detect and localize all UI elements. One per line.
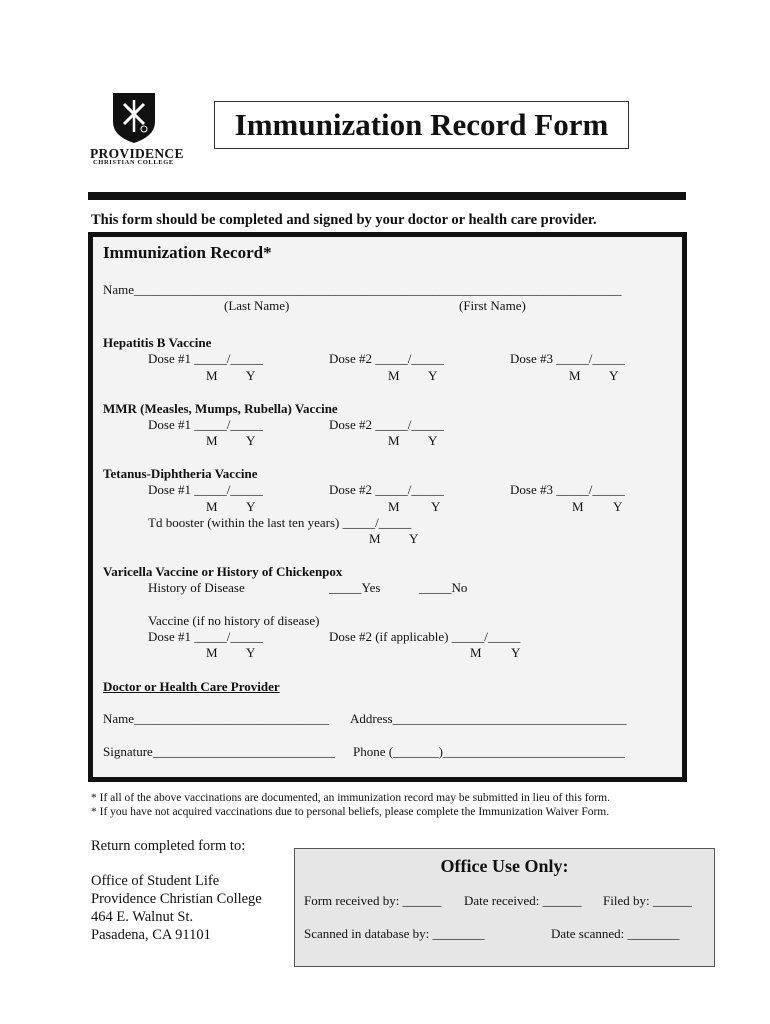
history-no-field[interactable]: _____No [419, 580, 468, 595]
month-caption: M [206, 645, 218, 660]
year-caption: Y [246, 433, 256, 448]
varicella-title: Varicella Vaccine or History of Chickenpox [103, 564, 343, 579]
varicella-dose1-field[interactable]: Dose #1 _____/_____ [148, 629, 263, 644]
footnote: * If you have not acquired vaccinations due to personal beliefs, please complete the Immunization Waiver Form. [91, 806, 610, 818]
provider-phone-field[interactable]: Phone (_______)____________________________ [353, 744, 625, 759]
hep-b-title: Hepatitis B Vaccine [103, 335, 212, 350]
last-name-caption: (Last Name) [224, 298, 290, 313]
month-caption: M [369, 531, 381, 546]
provider-title: Doctor or Health Care Provider [103, 679, 280, 694]
return-address-line: Pasadena, CA 91101 [91, 927, 211, 943]
student-name-field[interactable]: Name___________________________________________________________________________ [103, 282, 622, 297]
date-received-field[interactable]: Date received: ______ [464, 893, 582, 908]
td-dose1-field[interactable]: Dose #1 _____/_____ [148, 482, 263, 497]
scanned-by-field[interactable]: Scanned in database by: ________ [304, 926, 485, 941]
provider-address-field[interactable]: Address____________________________________ [350, 711, 627, 726]
month-caption: M [206, 499, 218, 514]
month-caption: M [470, 645, 482, 660]
hep-b-dose2-field[interactable]: Dose #2 _____/_____ [329, 351, 444, 366]
hep-b-dose1-field[interactable]: Dose #1 _____/_____ [148, 351, 263, 366]
month-caption: M [572, 499, 584, 514]
logo-name: PROVIDENCE [90, 146, 184, 161]
return-label: Return completed form to: [91, 838, 246, 854]
form-received-field[interactable]: Form received by: ______ [304, 893, 442, 908]
return-address-line: Office of Student Life [91, 873, 220, 889]
year-caption: Y [246, 368, 256, 383]
form-title: Immunization Record Form [234, 107, 609, 142]
month-caption: M [388, 499, 400, 514]
year-caption: Y [246, 645, 256, 660]
varicella-vaccine-label: Vaccine (if no history of disease) [148, 613, 320, 628]
filed-by-field[interactable]: Filed by: ______ [603, 893, 692, 908]
college-logo-shield [112, 92, 156, 149]
month-caption: M [388, 433, 400, 448]
provider-name-field[interactable]: Name______________________________ [103, 711, 330, 726]
mmr-dose1-field[interactable]: Dose #1 _____/_____ [148, 417, 263, 432]
year-caption: Y [609, 368, 619, 383]
footnote: * If all of the above vaccinations are documented, an immunization record may be submitted in lieu of this form. [91, 792, 610, 804]
return-address-line: Providence Christian College [91, 891, 262, 907]
date-scanned-field[interactable]: Date scanned: ________ [551, 926, 680, 941]
month-caption: M [569, 368, 581, 383]
month-caption: M [206, 368, 218, 383]
header-divider [88, 192, 686, 200]
year-caption: Y [428, 433, 438, 448]
mmr-title: MMR (Measles, Mumps, Rubella) Vaccine [103, 401, 338, 416]
year-caption: Y [428, 368, 438, 383]
first-name-caption: (First Name) [459, 298, 526, 313]
record-heading: Immunization Record* [103, 243, 272, 262]
hep-b-dose3-field[interactable]: Dose #3 _____/_____ [510, 351, 625, 366]
td-booster-field[interactable]: Td booster (within the last ten years) _____/_____ [148, 515, 412, 530]
logo-subtitle: CHRISTIAN COLLEGE [93, 159, 174, 166]
year-caption: Y [431, 499, 441, 514]
history-of-disease-label: History of Disease [148, 580, 245, 595]
instruction-text: This form should be completed and signed by your doctor or health care provider. [91, 212, 597, 228]
year-caption: Y [246, 499, 256, 514]
form-title-box [214, 101, 629, 149]
td-dose3-field[interactable]: Dose #3 _____/_____ [510, 482, 625, 497]
year-caption: Y [511, 645, 521, 660]
provider-signature-field[interactable]: Signature____________________________ [103, 744, 335, 759]
year-caption: Y [409, 531, 419, 546]
history-yes-field[interactable]: _____Yes [329, 580, 381, 595]
varicella-dose2-field[interactable]: Dose #2 (if applicable) _____/_____ [329, 629, 521, 644]
td-title: Tetanus-Diphtheria Vaccine [103, 466, 258, 481]
month-caption: M [206, 433, 218, 448]
mmr-dose2-field[interactable]: Dose #2 _____/_____ [329, 417, 444, 432]
year-caption: Y [613, 499, 623, 514]
month-caption: M [388, 368, 400, 383]
office-use-title: Office Use Only: [440, 856, 569, 876]
td-dose2-field[interactable]: Dose #2 _____/_____ [329, 482, 444, 497]
return-address-line: 464 E. Walnut St. [91, 909, 194, 925]
